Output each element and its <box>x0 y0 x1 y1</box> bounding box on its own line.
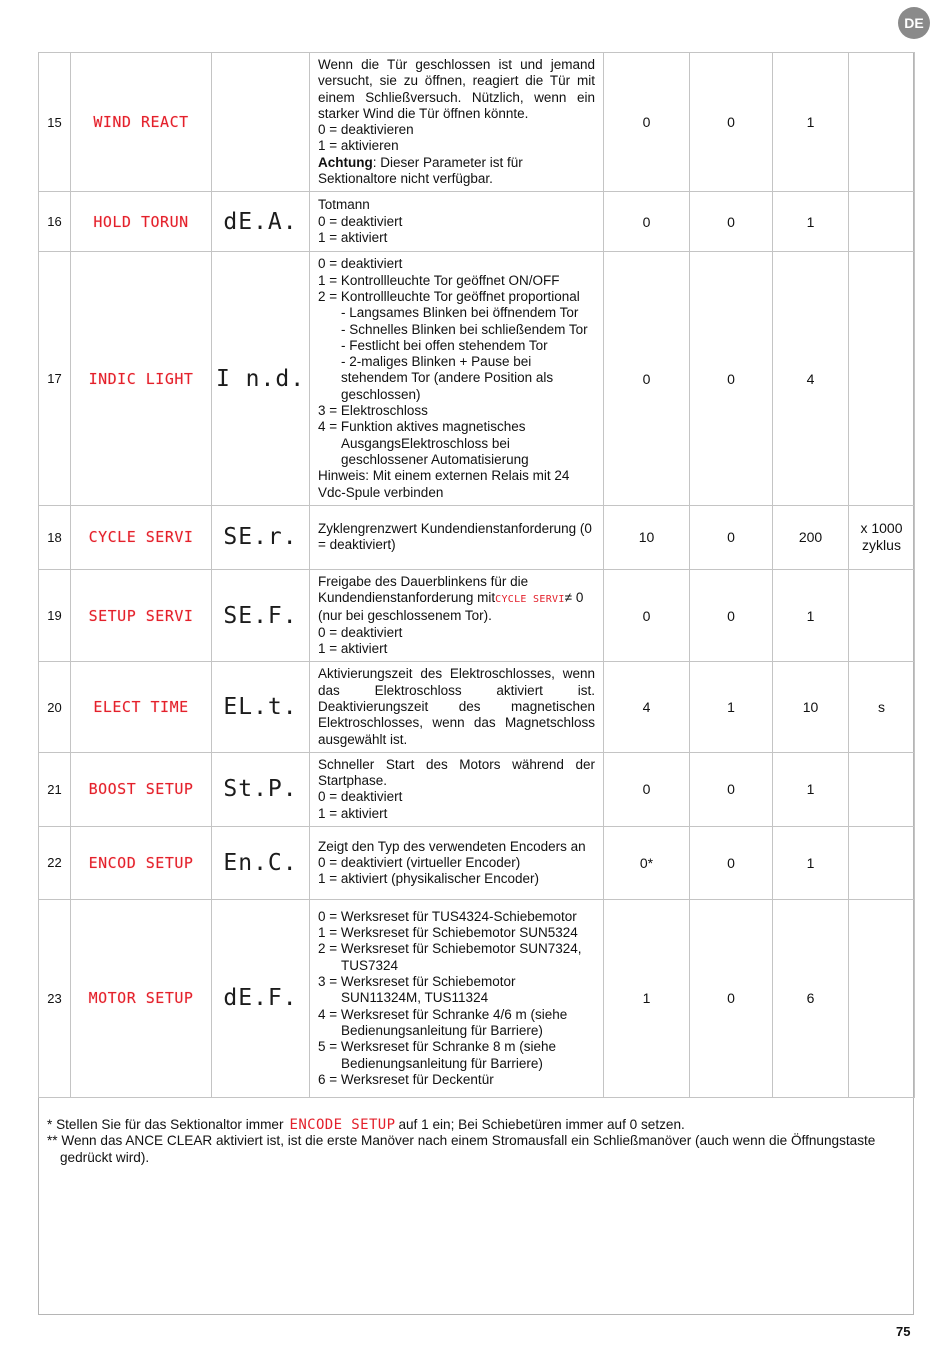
table-row <box>39 826 915 899</box>
param-code-cell <box>212 192 310 252</box>
param-min: 0 <box>690 826 773 899</box>
footnote-encoder-text: * Stellen Sie für das Sektionaltor immer <box>47 1117 284 1132</box>
param-description <box>310 662 604 752</box>
param-code-cell <box>212 826 310 899</box>
param-description <box>310 252 604 505</box>
param-unit <box>849 252 915 505</box>
param-min: 0 <box>690 899 773 1097</box>
param-number: 20 <box>39 662 71 752</box>
description-text: Hinweis: Mit einem externen Relais mit 24 Vdc-Spule verbinden <box>318 468 570 500</box>
param-description <box>310 53 604 192</box>
description-line <box>318 468 595 501</box>
footnote-encoder-text-2: auf 1 ein; Bei Schiebetüren immer auf 0 setzen. <box>398 1117 685 1132</box>
param-number: 16 <box>39 192 71 252</box>
description-line <box>318 338 595 354</box>
description-line <box>318 57 595 122</box>
param-number: 18 <box>39 505 71 569</box>
param-lcd-label: CYCLE SERVI <box>88 528 194 547</box>
description-text: 0 = Werksreset für TUS4324-Schiebemotor <box>318 908 577 924</box>
param-code-cell <box>212 662 310 752</box>
param-description <box>310 192 604 252</box>
description-text: 1 = aktivieren <box>318 138 399 154</box>
parameter-table <box>38 52 915 1098</box>
param-number: 15 <box>39 53 71 192</box>
param-max: 4 <box>773 252 849 505</box>
param-lcd-label: BOOST SETUP <box>88 780 194 799</box>
description-text: (nur bei geschlossenem Tor). <box>318 608 492 624</box>
description-text: 0 = deaktiviert <box>318 624 403 640</box>
param-max: 1 <box>773 826 849 899</box>
description-text: Zyklengrenzwert Kundendienstanforderung (0 = deaktiviert) <box>318 521 592 553</box>
description-text: - Schnelles Blinken bei schließendem Tor <box>341 321 588 337</box>
description-text: 3 = Werksreset für Schiebemotor SUN11324M, TUS11324 <box>318 974 516 1006</box>
param-display-code: dE.A. <box>223 208 298 235</box>
description-line <box>318 419 595 468</box>
param-display-code: SE.r. <box>223 524 298 551</box>
description-text: 2 = Kontrollleuchte Tor geöffnet proportional <box>318 288 580 304</box>
description-text-after: ≠ 0 <box>564 590 584 606</box>
description-text: 1 = Werksreset für Schiebemotor SUN5324 <box>318 925 578 941</box>
description-line <box>318 806 595 822</box>
description-line <box>318 1072 595 1088</box>
param-max: 1 <box>773 569 849 661</box>
param-display-code: St.P. <box>223 776 298 803</box>
param-description <box>310 569 604 661</box>
param-display-code: En.C. <box>223 849 298 876</box>
description-line <box>318 789 595 805</box>
param-code-cell <box>212 752 310 826</box>
param-lcd-cell <box>71 505 212 569</box>
description-text: 0 = deaktiviert <box>318 213 403 229</box>
param-max: 6 <box>773 899 849 1097</box>
description-text: : Dieser Parameter ist für Sektionaltore nicht verfügbar. <box>318 154 523 187</box>
param-min: 0 <box>690 505 773 569</box>
param-number: 17 <box>39 252 71 505</box>
description-line <box>318 155 595 188</box>
param-lcd-label: ELECT TIME <box>93 698 189 717</box>
param-unit <box>849 569 915 661</box>
param-code-cell <box>212 899 310 1097</box>
description-line <box>318 138 595 154</box>
description-line <box>318 1039 595 1072</box>
param-min: 0 <box>690 252 773 505</box>
description-text: 3 = Elektroschloss <box>318 403 428 419</box>
warning-label: Achtung <box>318 154 373 170</box>
param-description <box>310 899 604 1097</box>
description-text: 1 = Kontrollleuchte Tor geöffnet ON/OFF <box>318 272 560 288</box>
param-default: 1 <box>604 899 690 1097</box>
description-text: 1 = aktiviert (physikalischer Encoder) <box>318 871 539 887</box>
param-max: 10 <box>773 662 849 752</box>
description-text: 4 = Funktion aktives magnetisches AusgangsElektroschloss bei geschlossener Automatisierung <box>318 419 529 467</box>
description-text: 6 = Werksreset für Deckentür <box>318 1071 494 1087</box>
description-line <box>318 305 595 321</box>
table-row <box>39 252 915 505</box>
param-display-code: SE.F. <box>223 602 298 629</box>
param-min: 0 <box>690 53 773 192</box>
description-text: 1 = aktiviert <box>318 641 388 657</box>
param-default: 0 <box>604 192 690 252</box>
param-unit: s <box>849 662 915 752</box>
description-text: Totmann <box>318 197 370 213</box>
description-line <box>318 322 595 338</box>
description-line <box>318 909 595 925</box>
table-row <box>39 662 915 752</box>
description-text: 0 = deaktivieren <box>318 122 414 138</box>
description-line <box>318 197 595 213</box>
description-line <box>318 625 595 641</box>
language-badge: DE <box>898 7 930 39</box>
description-line <box>318 122 595 138</box>
description-text: Zeigt den Typ des verwendeten Encoders an <box>318 838 586 854</box>
param-lcd-cell <box>71 252 212 505</box>
param-default: 0 <box>604 752 690 826</box>
description-text: Aktivierungszeit des Elektroschlosses, wenn das Elektroschloss aktiviert ist. Deaktivierungszeit des magnetischen Elektroschlosses, wenn das Magnetschloss ausgewählt ist. <box>318 666 595 747</box>
param-max: 1 <box>773 752 849 826</box>
param-default: 0* <box>604 826 690 899</box>
param-code-cell <box>212 53 310 192</box>
description-text: 1 = aktiviert <box>318 805 388 821</box>
description-line <box>318 256 595 272</box>
inline-lcd-label: CYCLE SERVI <box>495 594 565 606</box>
table-row <box>39 752 915 826</box>
param-unit <box>849 826 915 899</box>
description-text: 0 = deaktiviert (virtueller Encoder) <box>318 854 521 870</box>
param-lcd-cell <box>71 192 212 252</box>
param-lcd-label: ENCOD SETUP <box>88 853 194 872</box>
description-line <box>318 289 595 305</box>
param-min: 0 <box>690 569 773 661</box>
table-row <box>39 505 915 569</box>
param-default: 0 <box>604 252 690 505</box>
param-lcd-label: HOLD TORUN <box>93 212 189 231</box>
param-min: 0 <box>690 192 773 252</box>
param-display-code: dE.F. <box>223 985 298 1012</box>
param-lcd-cell <box>71 662 212 752</box>
description-text: 0 = deaktiviert <box>318 256 403 272</box>
param-unit: x 1000 zyklus <box>849 505 915 569</box>
description-text: Wenn die Tür geschlossen ist und jemand versucht, sie zu öffnen, reagiert die Tür mit einem Schließversuch. Nützlich, wenn ein starker Wind die Tür öffnen könnte. <box>318 57 595 121</box>
footnote-encoder-lcd: ENCODE SETUP <box>289 1117 396 1133</box>
param-unit <box>849 899 915 1097</box>
description-line <box>318 521 595 554</box>
param-min: 1 <box>690 662 773 752</box>
param-lcd-cell <box>71 53 212 192</box>
param-lcd-cell <box>71 569 212 661</box>
description-text: 1 = aktiviert <box>318 230 388 246</box>
description-text: Freigabe des Dauerblinkens für die Kundendienstanforderung mit <box>318 573 529 606</box>
param-unit <box>849 53 915 192</box>
param-max: 1 <box>773 53 849 192</box>
description-line <box>318 666 595 747</box>
description-line <box>318 214 595 230</box>
param-min: 0 <box>690 752 773 826</box>
param-max: 1 <box>773 192 849 252</box>
description-text: Schneller Start des Motors während der Startphase. <box>318 756 595 789</box>
description-line <box>318 273 595 289</box>
param-unit <box>849 192 915 252</box>
table-row <box>39 899 915 1097</box>
description-text: 4 = Werksreset für Schranke 4/6 m (siehe Bedienungsanleitung für Barriere) <box>318 1006 568 1038</box>
footnote-encoder <box>47 1117 897 1133</box>
param-default: 10 <box>604 505 690 569</box>
param-default: 0 <box>604 569 690 661</box>
param-max: 200 <box>773 505 849 569</box>
param-lcd-cell <box>71 752 212 826</box>
param-lcd-label: INDIC LIGHT <box>88 369 194 388</box>
param-default: 0 <box>604 53 690 192</box>
description-line <box>318 839 595 855</box>
param-number: 21 <box>39 752 71 826</box>
description-line <box>318 871 595 887</box>
param-unit <box>849 752 915 826</box>
param-number: 19 <box>39 569 71 661</box>
param-number: 23 <box>39 899 71 1097</box>
description-line <box>318 354 595 403</box>
description-line <box>318 1007 595 1040</box>
param-code-cell <box>212 505 310 569</box>
description-line <box>318 855 595 871</box>
table-row <box>39 53 915 192</box>
description-text: 2 = Werksreset für Schiebemotor SUN7324, TUS7324 <box>318 941 582 973</box>
table-row <box>39 192 915 252</box>
param-number: 22 <box>39 826 71 899</box>
param-default: 4 <box>604 662 690 752</box>
param-description <box>310 505 604 569</box>
description-text: - 2-maliges Blinken + Pause bei stehendem Tor (andere Position als geschlossen) <box>341 354 554 402</box>
page-number: 75 <box>896 1324 911 1339</box>
param-description <box>310 752 604 826</box>
description-line <box>318 974 595 1007</box>
param-code-cell <box>212 252 310 505</box>
param-description <box>310 826 604 899</box>
description-text: - Festlicht bei offen stehendem Tor <box>341 337 548 353</box>
description-line <box>318 230 595 246</box>
param-lcd-label: WIND REACT <box>93 113 189 132</box>
param-code-cell <box>212 569 310 661</box>
footnote-ance-clear: ** Wenn das ANCE CLEAR aktiviert ist, ist die erste Manöver nach einem Stromausfall ein Schließmanöver (auch wenn die Öffnungstaste gedrückt wird). <box>47 1133 876 1165</box>
description-line <box>318 608 595 624</box>
description-line <box>318 757 595 790</box>
param-display-code: I n.d. <box>215 365 306 392</box>
param-lcd-cell <box>71 826 212 899</box>
description-line <box>318 941 595 974</box>
description-text: - Langsames Blinken bei öffnendem Tor <box>341 305 579 321</box>
description-line <box>318 641 595 657</box>
description-line <box>318 403 595 419</box>
footnotes <box>47 1117 897 1166</box>
param-lcd-cell <box>71 899 212 1097</box>
description-text: 5 = Werksreset für Schranke 8 m (siehe Bedienungsanleitung für Barriere) <box>318 1039 556 1071</box>
description-line <box>318 925 595 941</box>
param-lcd-label: SETUP SERVI <box>88 606 194 625</box>
table-row <box>39 569 915 661</box>
description-line <box>318 574 595 609</box>
param-lcd-label: MOTOR SETUP <box>88 989 194 1008</box>
param-display-code: EL.t. <box>223 694 298 721</box>
description-text: 0 = deaktiviert <box>318 789 403 805</box>
